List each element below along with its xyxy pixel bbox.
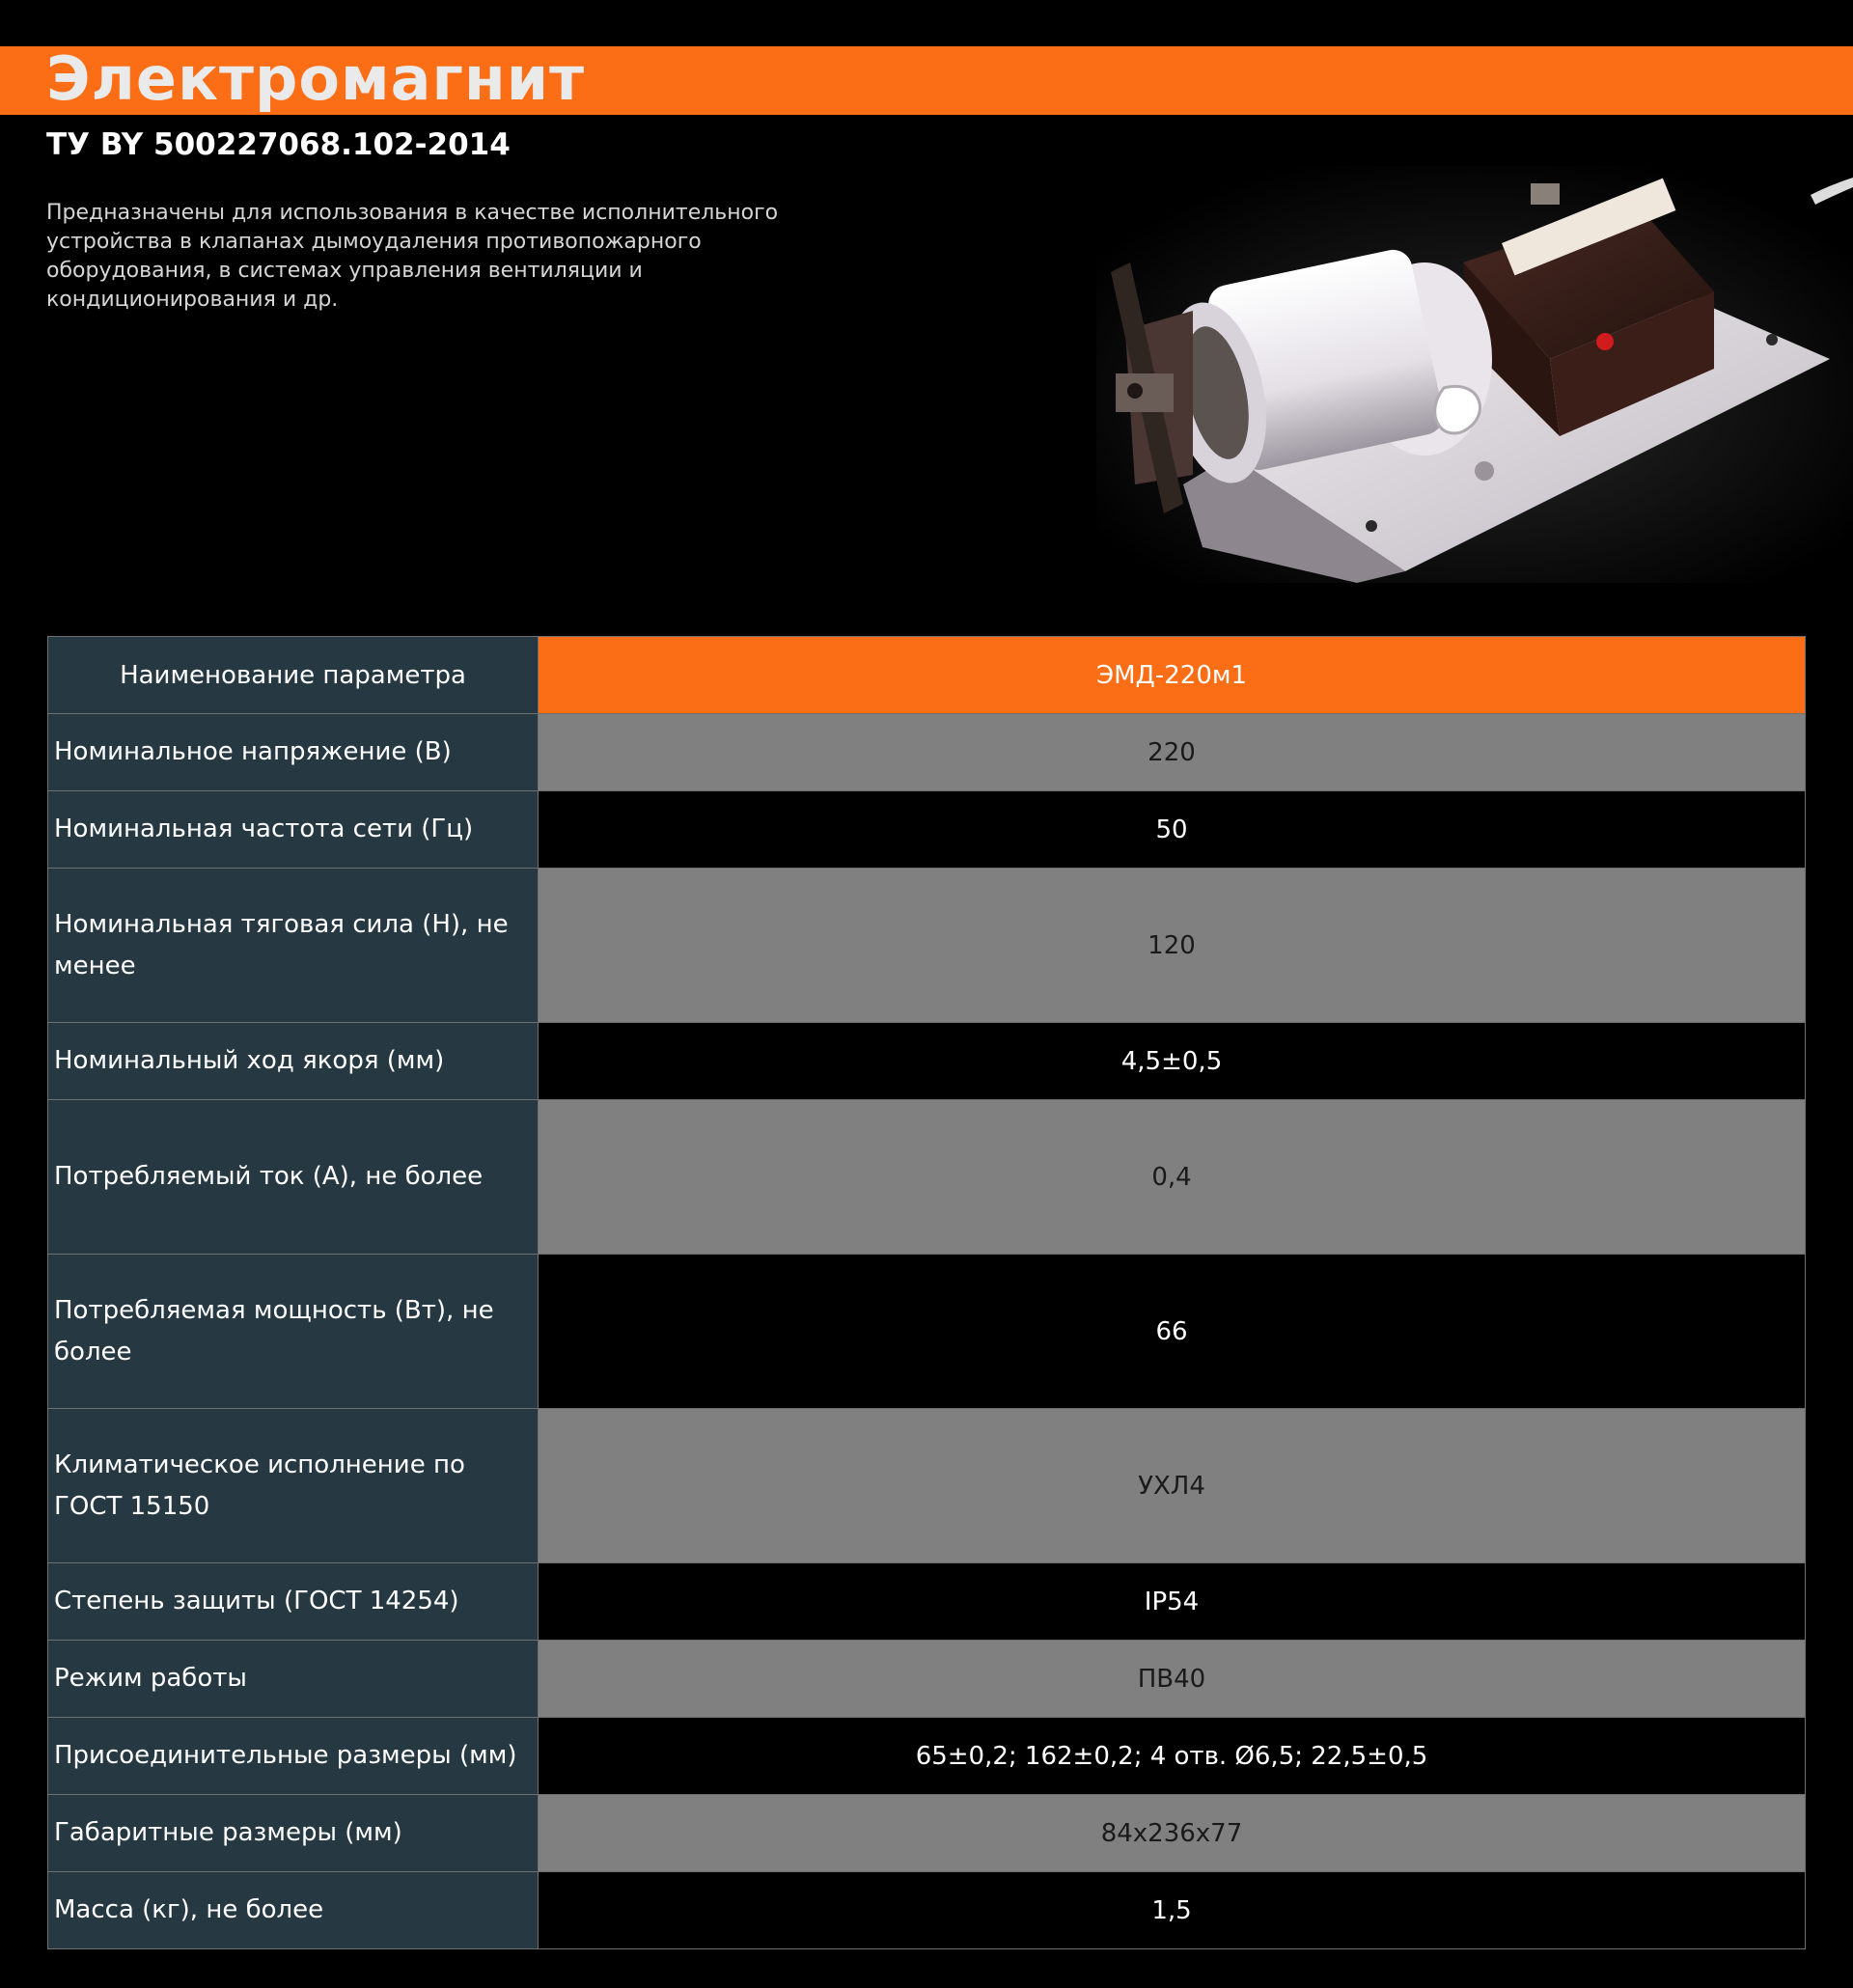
param-name: Потребляемый ток (А), не более (48, 1100, 539, 1255)
param-name: Номинальный ход якоря (мм) (48, 1023, 539, 1100)
param-value: 50 (539, 791, 1806, 869)
table-row (48, 1718, 1806, 1795)
table-row (48, 1641, 1806, 1718)
param-name: Номинальное напряжение (В) (48, 714, 539, 791)
table-row (48, 1100, 1806, 1255)
param-name: Потребляемая мощность (Вт), не более (48, 1255, 539, 1409)
table-row (48, 1023, 1806, 1100)
table-row (48, 1872, 1806, 1949)
electromagnet-photo-icon (1096, 166, 1853, 583)
param-name: Номинальная частота сети (Гц) (48, 791, 539, 869)
param-name: Присоединительные размеры (мм) (48, 1718, 539, 1795)
table-row (48, 1255, 1806, 1409)
table-header-row (48, 637, 1806, 714)
param-name: Номинальная тяговая сила (Н), не менее (48, 869, 539, 1023)
table-row (48, 1563, 1806, 1641)
table-row (48, 869, 1806, 1023)
param-value: 1,5 (539, 1872, 1806, 1949)
column-header-parameter: Наименование параметра (48, 637, 539, 714)
page-title: Электромагнит (46, 43, 586, 114)
param-value: ПВ40 (539, 1641, 1806, 1718)
param-value: 220 (539, 714, 1806, 791)
param-value: 84х236х77 (539, 1795, 1806, 1872)
table-row (48, 1409, 1806, 1563)
param-name: Габаритные размеры (мм) (48, 1795, 539, 1872)
param-value: 0,4 (539, 1100, 1806, 1255)
param-name: Режим работы (48, 1641, 539, 1718)
param-value: 65±0,2; 162±0,2; 4 отв. Ø6,5; 22,5±0,5 (539, 1718, 1806, 1795)
param-value: 4,5±0,5 (539, 1023, 1806, 1100)
spec-code: ТУ BY 500227068.102-2014 (46, 127, 511, 162)
param-name: Климатическое исполнение по ГОСТ 15150 (48, 1409, 539, 1563)
column-header-model: ЭМД-220м1 (539, 637, 1806, 714)
param-value: УХЛ4 (539, 1409, 1806, 1563)
product-description: Предназначены для использования в качестве исполнительного устройства в клапанах дымоудаления противопожарного оборудования, в системах управления вентиляции и кондиционирования и др. (46, 201, 779, 312)
table-row (48, 1795, 1806, 1872)
param-name: Степень защиты (ГОСТ 14254) (48, 1563, 539, 1641)
param-name: Масса (кг), не более (48, 1872, 539, 1949)
table-row (48, 791, 1806, 869)
param-value: 66 (539, 1255, 1806, 1409)
spec-table (47, 636, 1806, 1949)
param-value: IP54 (539, 1563, 1806, 1641)
table-row (48, 714, 1806, 791)
param-value: 120 (539, 869, 1806, 1023)
